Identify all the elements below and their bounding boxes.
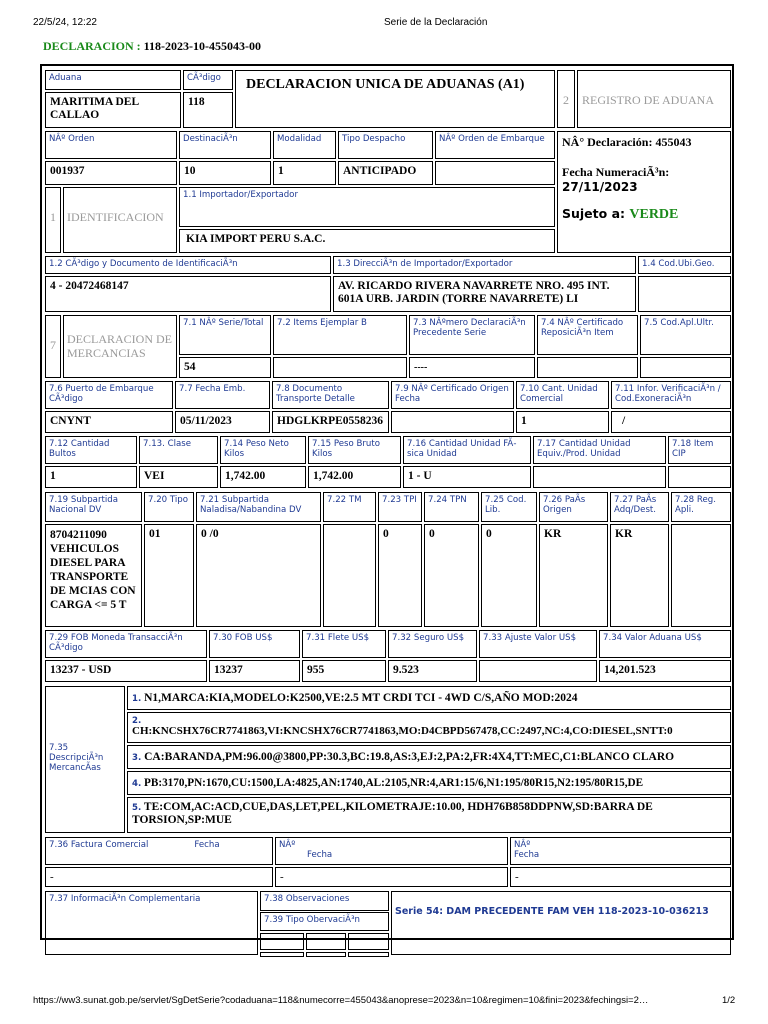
orden-label-cell: NÂº Orden: [45, 131, 177, 159]
modalidad-label-cell: Modalidad: [273, 131, 336, 159]
ubigeo-value: [638, 276, 731, 312]
observaciones-label-cell: 7.38 Observaciones: [260, 891, 389, 911]
modalidad-value: 1: [273, 161, 336, 185]
c732-value: 9.523: [388, 660, 477, 682]
c729-value: 13237 - USD: [45, 660, 207, 682]
c78-value: HDGLKRPE0558236: [272, 411, 389, 433]
c75-value: [640, 357, 731, 378]
importador-label-cell: 1.1 Importador/Exportador: [179, 187, 555, 227]
desc-line: 2. CH:KNCSHX76CR7741863,VI:KNCSHX76CR7741863,MO:D4CBPD567478,CC:2497,NC:4,CO:DIESEL,SNTT:0: [127, 712, 731, 743]
factura-col2-label-cell: NÂº Fecha: [275, 837, 508, 865]
c725-label-cell: 7.25 Cod. Lib.: [481, 492, 537, 522]
tipo-obs-box: [348, 952, 389, 957]
factura-label-cell: 7.36 Factura Comercial Fecha: [45, 837, 273, 865]
tipo-obs-box: [260, 952, 304, 957]
c724-label-cell: 7.24 TPN: [424, 492, 479, 522]
c717-value: [533, 466, 666, 488]
doc-title: DECLARACION UNICA DE ADUANAS (A1): [246, 77, 525, 92]
factura-value-1: -: [45, 867, 273, 887]
doc-ident-value: 4 - 20472468147: [45, 276, 331, 312]
c79-value: [391, 411, 514, 433]
c724-value: 0: [424, 524, 479, 627]
c73-label-cell: 7.3 NÂºmero DeclaraciÃ³n Precedente Serie: [409, 315, 535, 355]
ident-label-cell: [63, 187, 177, 253]
c723-value: 0: [378, 524, 422, 627]
c711-value: /: [611, 411, 731, 433]
c721-value: 0 /0: [196, 524, 321, 627]
ident-label: IDENTIFICACION: [67, 210, 164, 224]
c714-label-cell: 7.14 Peso Neto Kilos: [220, 436, 306, 464]
c77-value: 05/11/2023: [175, 411, 270, 433]
direccion-value: AV. RICARDO RIVERA NAVARRETE NRO. 495 INT. 601A URB. JARDIN (TORRE NAVARRETE) LI: [333, 276, 636, 312]
c732-label-cell: 7.32 Seguro US$: [388, 630, 477, 658]
c725-value: 0: [481, 524, 537, 627]
tipo-despacho-label-cell: Tipo Despacho: [338, 131, 433, 159]
factura-value-2: -: [275, 867, 508, 887]
c728-value: [671, 524, 731, 627]
c716-label-cell: 7.16 Cantidad Unidad FÃsica Unidad: [403, 436, 531, 464]
tipo-obs-box: [306, 933, 346, 950]
c713-label-cell: 7.13. Clase: [139, 436, 218, 464]
tipo-obs-label-cell: 7.39 Tipo ObervaciÃ³n: [260, 912, 389, 931]
c734-label-cell: 7.34 Valor Aduana US$: [599, 630, 731, 658]
c710-value: 1: [516, 411, 609, 433]
aduana-label-cell: Aduana: [45, 70, 181, 90]
c714-value: 1,742.00: [220, 466, 306, 488]
footer-url: https://ww3.sunat.gob.pe/servlet/SgDetSerie?codaduana=118&numecorre=455043&anoprese=2023&n=10&regimen=10&fini=2023&fechingsi=2…: [33, 995, 649, 1006]
ident-num-cell: 1: [45, 187, 61, 253]
c716-value: 1 - U: [403, 466, 531, 488]
c76-label-cell: 7.6 Puerto de Embarque CÃ³digo: [45, 381, 173, 409]
c730-value: 13237: [209, 660, 300, 682]
merc-label-cell: [63, 315, 177, 378]
c727-label-cell: 7.27 PaÃs Adq/Dest.: [610, 492, 669, 522]
doc-ident-label-cell: 1.2 CÃ³digo y Documento de IdentificaciÃ³n: [45, 256, 331, 274]
desc-label-cell: [45, 686, 125, 833]
c79-label-cell: 7.9 NÂº Certificado Origen Fecha: [391, 381, 514, 409]
desc-line: 5. TE:COM,AC:ACD,CUE,DAS,LET,PEL,KILOMETRAJE:10.00, HDH76B858DDPNW,SD:BARRA DE TORSION,SP:MUE: [127, 797, 731, 833]
c719-label-cell: 7.19 Subpartida Nacional DV: [45, 492, 142, 522]
codigo-value: 118: [183, 92, 233, 128]
c734-value: 14,201.523: [599, 660, 731, 682]
c71-value: 54: [179, 357, 271, 378]
fecha-numeracion-label: Fecha NumeraciÃ³n:: [562, 165, 670, 179]
c75-label-cell: 7.5 Cod.Apl.Ultr.: [640, 315, 731, 355]
c718-label-cell: 7.18 Item CIP: [668, 436, 731, 464]
ubigeo-label-cell: 1.4 Cod.Ubi.Geo.: [638, 256, 731, 274]
aduana-value: MARITIMA DEL CALLAO: [45, 92, 181, 128]
tipo-obs-box: [348, 933, 389, 950]
desc-label: 7.35 DescripciÃ³n MercancÃas: [49, 743, 104, 773]
c720-value: 01: [144, 524, 194, 627]
print-title: Serie de la Declaración: [384, 17, 488, 28]
direccion-label-cell: 1.3 DirecciÃ³n de Importador/Exportador: [333, 256, 636, 274]
c715-label-cell: 7.15 Peso Bruto Kilos: [308, 436, 401, 464]
sujeto-value: VERDE: [629, 207, 679, 222]
desc-line: 1. N1,MARCA:KIA,MODELO:K2500,VE:2.5 MT CRDI TCI - 4WD C/S,AÑO MOD:2024: [127, 686, 731, 710]
importador-value: KIA IMPORT PERU S.A.C.: [179, 229, 555, 253]
c726-label-cell: 7.26 PaÃs Origen: [539, 492, 608, 522]
c72-value: [273, 357, 407, 378]
c711-label-cell: 7.11 Infor. VerificaciÃ³n / Cod.ExoneraciÃ³n: [611, 381, 731, 409]
serie-observacion-cell: [391, 891, 731, 955]
c722-label-cell: 7.22 TM: [323, 492, 376, 522]
c731-label-cell: 7.31 Flete US$: [302, 630, 386, 658]
serie-observacion-text: Serie 54: DAM PRECEDENTE FAM VEH 118-2023-10-036213: [395, 906, 709, 917]
factura-col3-label-cell: NÂº Fecha: [510, 837, 731, 865]
c733-label-cell: 7.33 Ajuste Valor US$: [479, 630, 597, 658]
sujeto-a: Sujeto a: VERDE: [562, 206, 679, 222]
declaracion-info-box: [557, 131, 731, 253]
c731-value: 955: [302, 660, 386, 682]
tipo-obs-box: [306, 952, 346, 957]
c720-label-cell: 7.20 Tipo: [144, 492, 194, 522]
orden-value: 001937: [45, 161, 177, 185]
c710-label-cell: 7.10 Cant. Unidad Comercial: [516, 381, 609, 409]
tipo-despacho-value: ANTICIPADO: [338, 161, 433, 185]
c713-value: VEI: [139, 466, 218, 488]
tipo-obs-box: [260, 933, 304, 950]
c726-value: KR: [539, 524, 608, 627]
c74-label-cell: 7.4 NÂº Certificado ReposiciÃ³n Item: [537, 315, 638, 355]
declaracion-header: [43, 39, 261, 54]
c728-label-cell: 7.28 Reg. Apli.: [671, 492, 731, 522]
info-complementaria-cell: 7.37 InformaciÃ³n Complementaria: [45, 891, 258, 955]
orden-embarque-value: [435, 161, 555, 185]
desc-line: 4. PB:3170,PN:1670,CU:1500,LA:4825,AN:1740,AL:2105,NR:4,AR1:15/6,N1:195/80R15,N2:195/80R15,DE: [127, 771, 731, 795]
orden-embarque-label-cell: NÂº Orden de Embarque: [435, 131, 555, 159]
c727-value: KR: [610, 524, 669, 627]
registro-label: REGISTRO DE ADUANA: [582, 93, 714, 107]
c719-value: 8704211090 VEHICULOS DIESEL PARA TRANSPORTE DE MCIAS CON CARGA <= 5 T: [45, 524, 142, 627]
c72-label-cell: 7.2 Items Ejemplar B: [273, 315, 407, 355]
destinacion-value: 10: [179, 161, 271, 185]
c733-value: [479, 660, 597, 682]
c78-label-cell: 7.8 Documento Transporte Detalle: [272, 381, 389, 409]
declaracion-label: DECLARACION :: [43, 39, 141, 53]
c717-label-cell: 7.17 Cantidad Unidad Equiv./Prod. Unidad: [533, 436, 666, 464]
destinacion-label-cell: DestinaciÃ³n: [179, 131, 271, 159]
fecha-numeracion-value: 27/11/2023: [562, 180, 638, 194]
print-datetime: 22/5/24, 12:22: [33, 17, 97, 28]
c76-value: CNYNT: [45, 411, 173, 433]
c721-label-cell: 7.21 Subpartida Naladisa/Nabandina DV: [196, 492, 321, 522]
registro-cell: [577, 70, 731, 128]
declaracion-number: 118-2023-10-455043-00: [143, 39, 261, 53]
merc-label: DECLARACION DE MERCANCIAS: [67, 332, 172, 360]
c712-value: 1: [45, 466, 137, 488]
c73-value: ----: [409, 357, 535, 378]
factura-value-3: -: [510, 867, 731, 887]
c77-label-cell: 7.7 Fecha Emb.: [175, 381, 270, 409]
footer-page: 1/2: [722, 995, 736, 1006]
c723-label-cell: 7.23 TPI: [378, 492, 422, 522]
merc-num-cell: 7: [45, 315, 61, 378]
c722-value: [323, 524, 376, 627]
c718-value: [668, 466, 731, 488]
c74-value: [537, 357, 638, 378]
c715-value: 1,742.00: [308, 466, 401, 488]
c730-label-cell: 7.30 FOB US$: [209, 630, 300, 658]
c712-label-cell: 7.12 Cantidad Bultos: [45, 436, 137, 464]
registro-num-cell: 2: [557, 70, 575, 128]
c71-label-cell: 7.1 NÂº Serie/Total: [179, 315, 271, 355]
num-declaracion: NÂ° Declaración: 455043: [562, 135, 692, 149]
desc-line: 3. CA:BARANDA,PM:96.00@3800,PP:30.3,BC:19.8,AS:3,EJ:2,PA:2,FR:4X4,TT:MEC,C1:BLANCO CLARO: [127, 745, 731, 769]
codigo-label-cell: CÃ³digo: [183, 70, 233, 90]
c729-label-cell: 7.29 FOB Moneda TransacciÃ³n CÃ³digo: [45, 630, 207, 658]
doc-title-cell: [235, 70, 555, 128]
